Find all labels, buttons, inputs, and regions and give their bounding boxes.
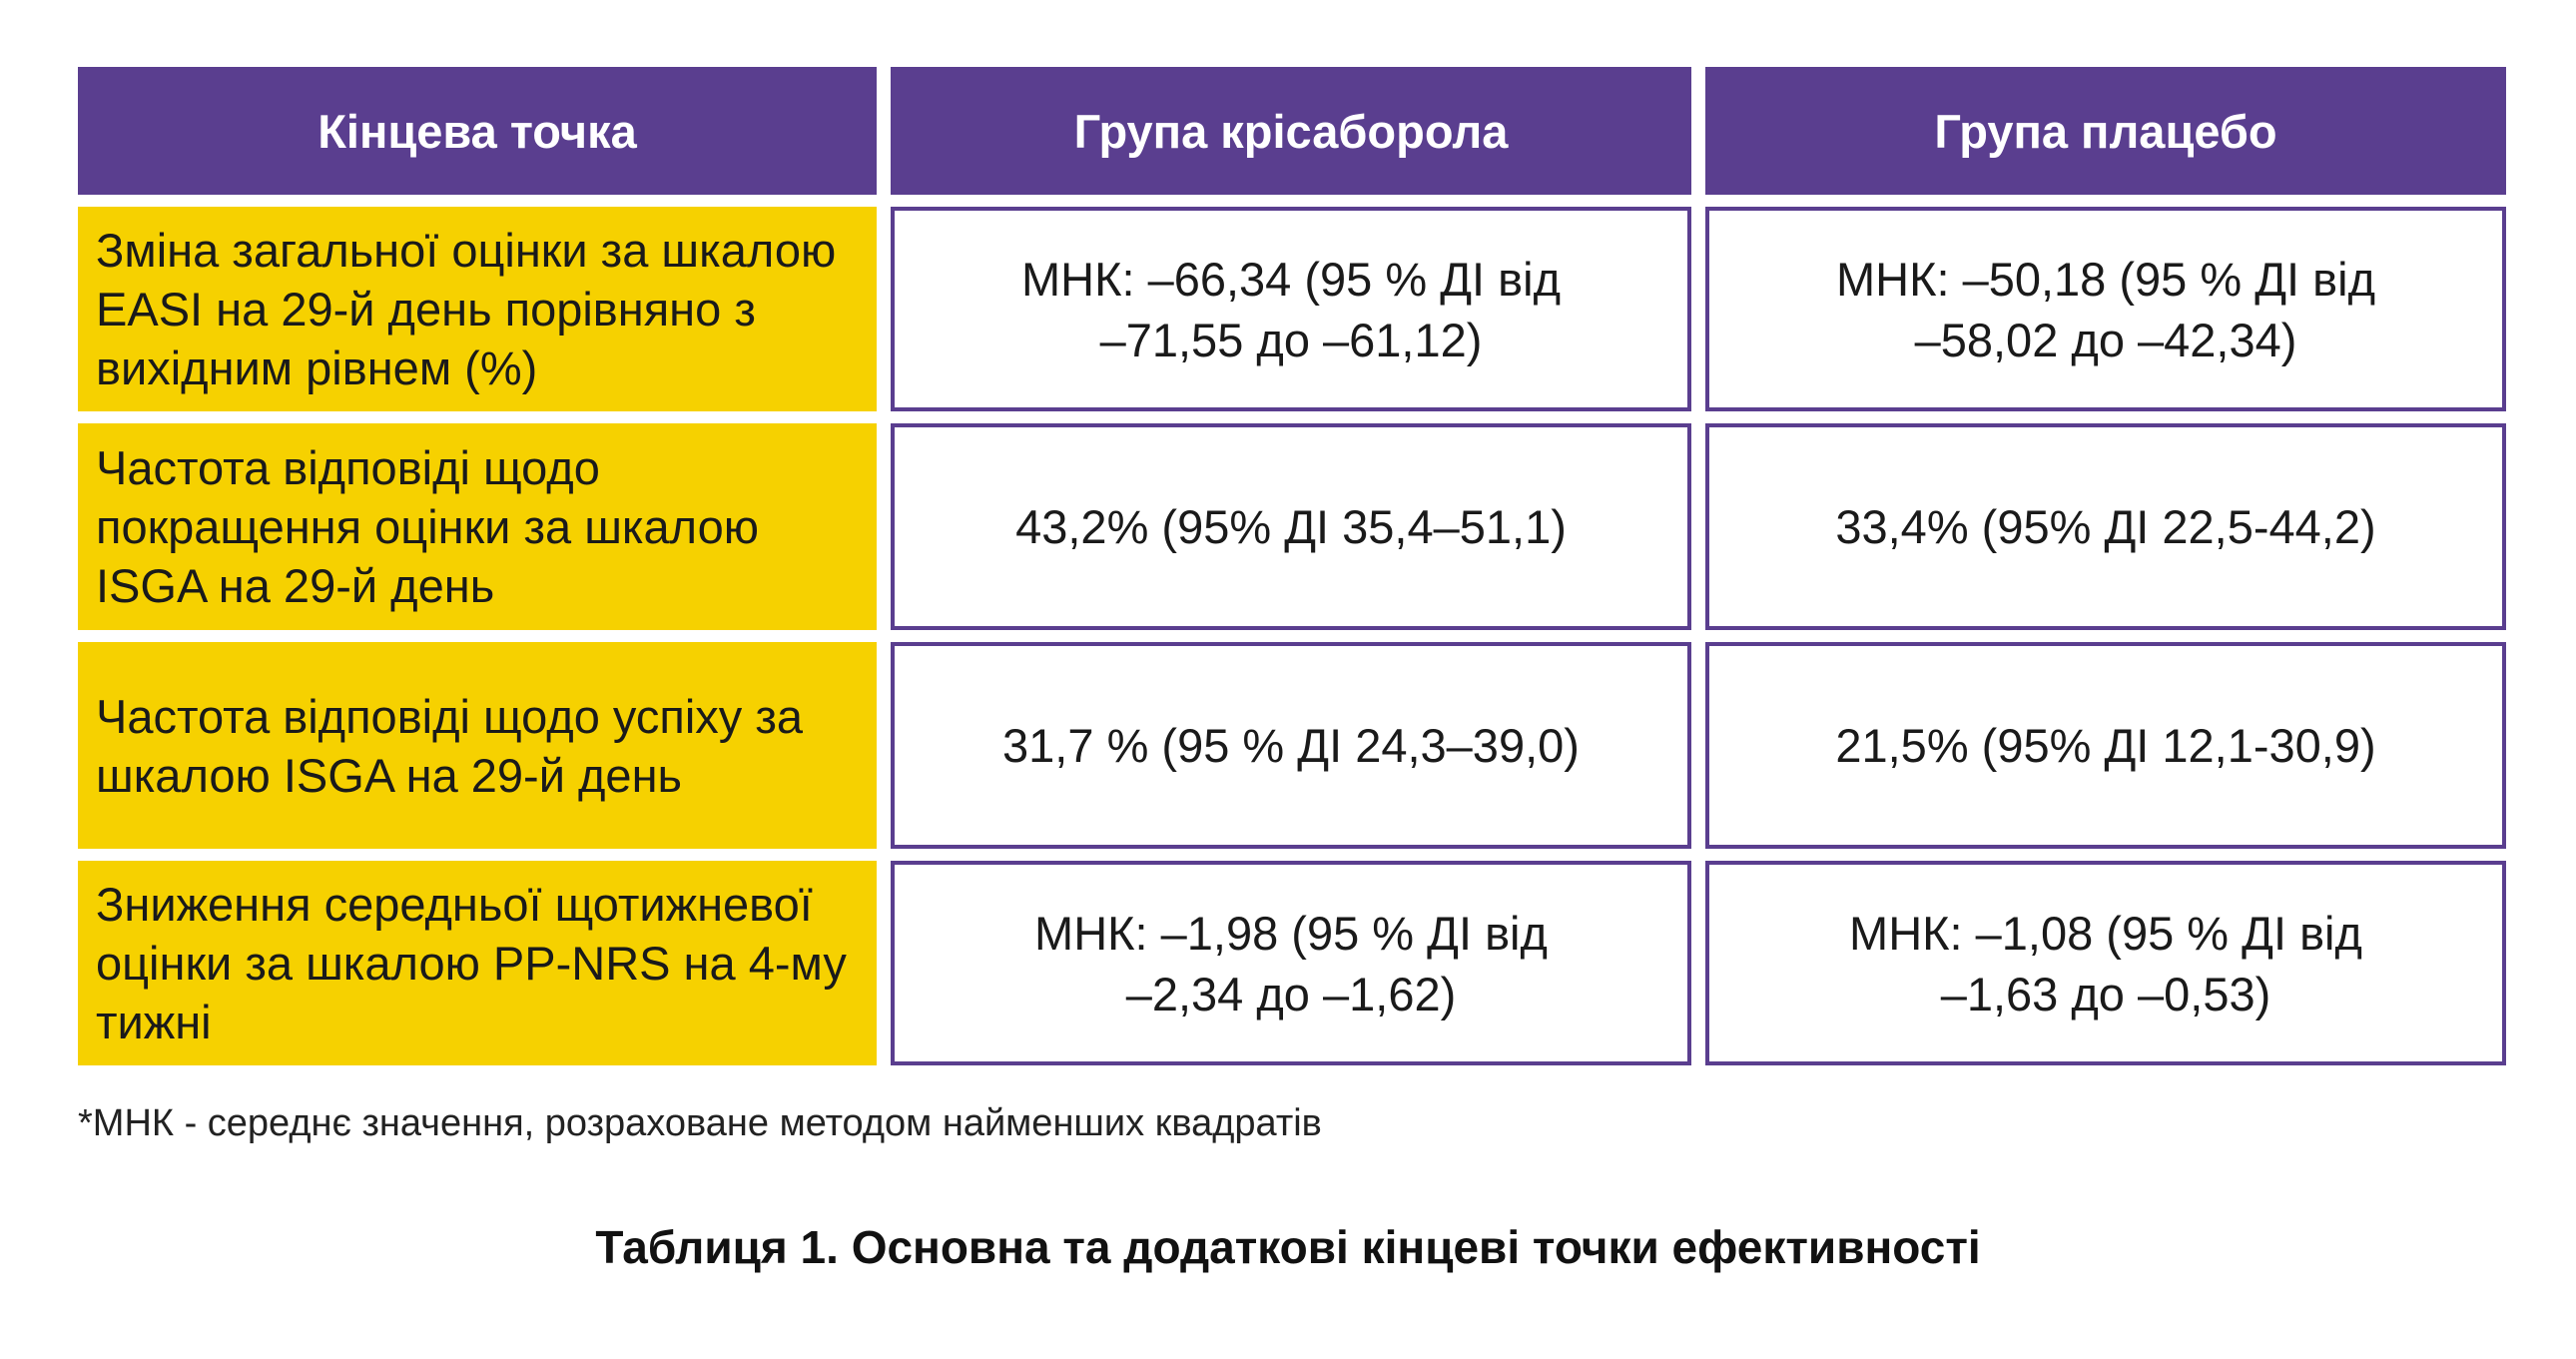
endpoint-isga-improvement: Частота відповіді щодо покращення оцінки за шкалою ISGA на 29-й день <box>78 423 877 630</box>
crisaborole-pp-nrs-value: МНК: –1,98 (95 % ДІ від –2,34 до –1,62) <box>891 861 1691 1065</box>
placebo-isga-success-value: 21,5% (95% ДІ 12,1-30,9) <box>1705 642 2506 849</box>
crisaborole-isga-success-value: 31,7 % (95 % ДІ 24,3–39,0) <box>891 642 1691 849</box>
endpoint-pp-nrs: Зниження середньої щотижневої оцінки за шкалою PP-NRS на 4-му тижні <box>78 861 877 1065</box>
header-endpoint: Кінцева точка <box>78 67 877 195</box>
placebo-pp-nrs-value: МНК: –1,08 (95 % ДІ від –1,63 до –0,53) <box>1705 861 2506 1065</box>
crisaborole-isga-improvement-value: 43,2% (95% ДІ 35,4–51,1) <box>891 423 1691 630</box>
efficacy-table <box>78 67 2507 1065</box>
crisaborole-easi-value: МНК: –66,34 (95 % ДІ від –71,55 до –61,12) <box>891 207 1691 411</box>
endpoint-isga-success: Частота відповіді щодо успіху за шкалою ISGA на 29-й день <box>78 642 877 849</box>
table-caption: Таблиця 1. Основна та додаткові кінцеві точки ефективності <box>595 1221 1981 1273</box>
footnote: *МНК - середнє значення, розраховане методом найменших квадратів <box>78 1102 1322 1144</box>
placebo-isga-improvement-value: 33,4% (95% ДІ 22,5-44,2) <box>1705 423 2506 630</box>
placebo-easi-value: МНК: –50,18 (95 % ДІ від –58,02 до –42,34) <box>1705 207 2506 411</box>
header-placebo-group: Група плацебо <box>1705 67 2506 195</box>
header-crisaborole-group: Група крісаборола <box>891 67 1691 195</box>
endpoint-easi: Зміна загальної оцінки за шкалою EASI на 29-й день порівняно з вихідним рівнем (%) <box>78 207 877 411</box>
